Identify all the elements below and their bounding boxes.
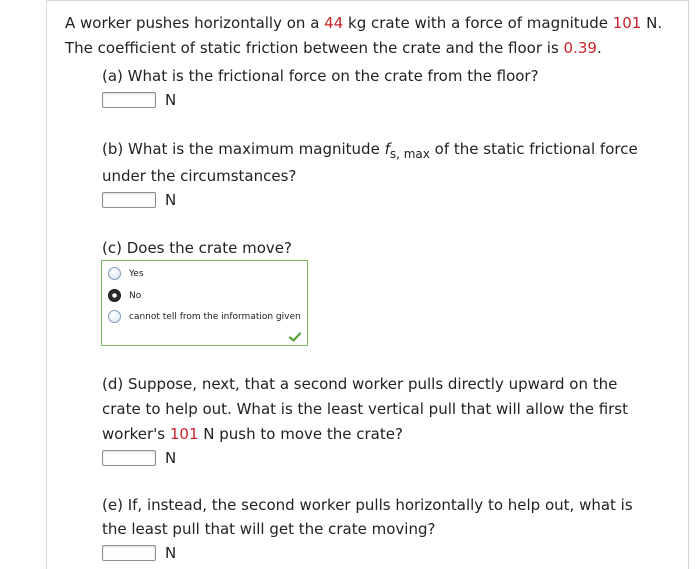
- choice-cannot-tell[interactable]: [108, 310, 301, 323]
- friction-symbol: f: [384, 140, 390, 158]
- radio-no-selected[interactable]: [108, 289, 121, 302]
- part-a-question: (a) What is the frictional force on the crate from the floor?: [102, 67, 539, 85]
- choice-no-label: No: [129, 290, 142, 301]
- checkmark-icon: [289, 332, 301, 342]
- part-d-question-line2: crate to help out. What is the least vertical pull that will allow the first: [102, 400, 629, 418]
- part-a-answer-row: [102, 89, 176, 111]
- panel-border-left: [46, 0, 47, 569]
- radio-cannot-tell[interactable]: [108, 310, 121, 323]
- part-e-question-line2: the least pull that will get the crate moving?: [102, 520, 436, 538]
- part-d-question-line1: (d) Suppose, next, that a second worker pulls directly upward on the: [102, 375, 618, 393]
- part-d-force-value: 101: [169, 425, 199, 443]
- part-e-answer-input[interactable]: [102, 545, 156, 561]
- panel-border-right: [688, 0, 689, 569]
- part-b-question-line1: (b) What is the maximum magnitude $f_{s, max}$ of the static frictional force: [102, 140, 638, 161]
- part-a-answer-input[interactable]: [102, 92, 156, 108]
- part-a-unit: N: [165, 91, 177, 109]
- part-b-answer-input[interactable]: [102, 192, 156, 208]
- part-b-question-line2: under the circumstances?: [102, 167, 297, 185]
- part-d-answer-input[interactable]: [102, 450, 156, 466]
- part-d-unit: N: [165, 449, 177, 467]
- friction-subscript: s, max: [389, 147, 430, 161]
- force-value: 101: [612, 14, 642, 32]
- part-c-question: (c) Does the crate move?: [102, 239, 292, 257]
- radio-yes[interactable]: [108, 267, 121, 280]
- part-e-question-line1: (e) If, instead, the second worker pulls horizontally to help out, what is: [102, 496, 633, 514]
- problem-statement: A worker pushes horizontally on a 44 kg crate with a force of magnitude 101 N. The coefficient of static friction between the crate and the floor is 0.39.: [65, 14, 663, 57]
- choice-cannot-tell-label: cannot tell from the information given: [129, 311, 301, 322]
- part-b-answer-row: [102, 189, 176, 211]
- friction-coefficient-value: 0.39: [563, 39, 597, 57]
- part-c-choice-group: [101, 260, 308, 346]
- part-d-answer-row: [102, 447, 176, 469]
- mass-value: 44: [324, 14, 344, 32]
- choice-yes[interactable]: [108, 267, 144, 280]
- part-d-question-line3: worker's 101 N push to move the crate?: [102, 425, 403, 443]
- choice-yes-label: Yes: [129, 268, 144, 279]
- part-e-unit: N: [165, 544, 177, 562]
- part-e-answer-row: [102, 542, 176, 564]
- part-b-unit: N: [165, 191, 177, 209]
- panel-border-top: [46, 0, 689, 1]
- choice-no[interactable]: [108, 289, 141, 302]
